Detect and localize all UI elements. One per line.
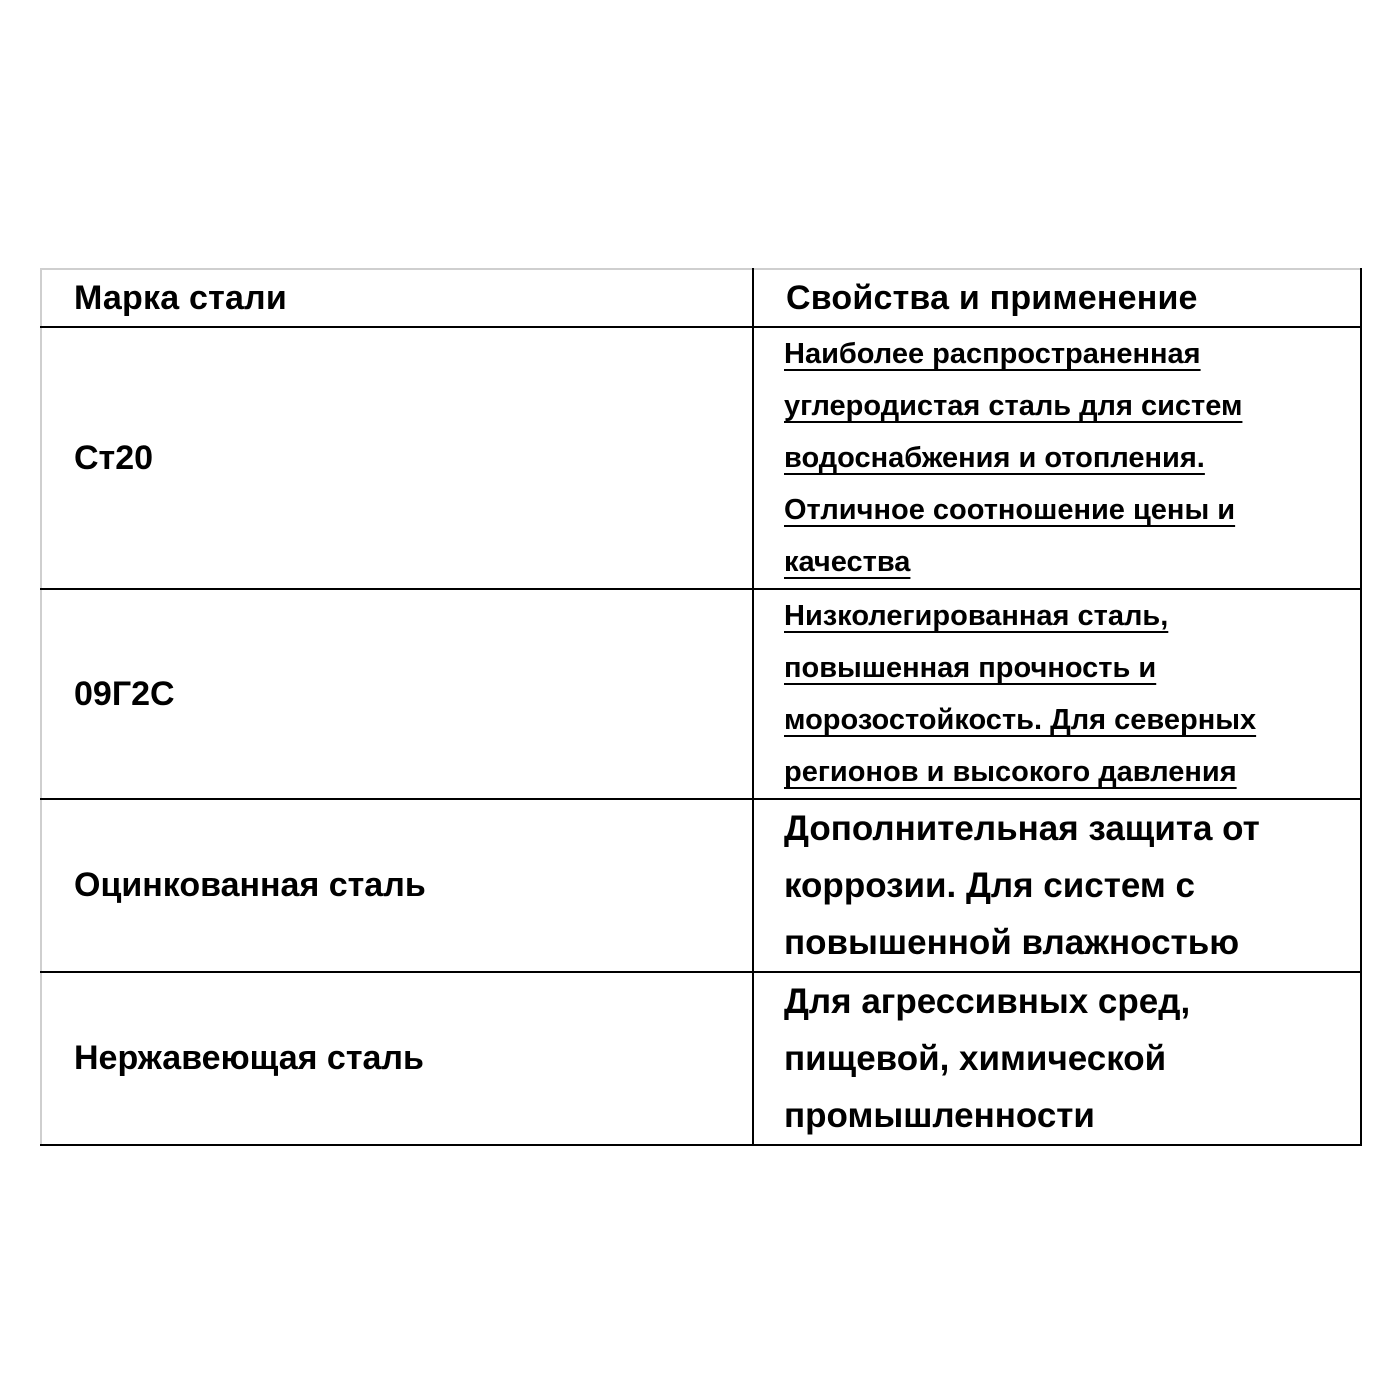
properties-cell [753, 972, 1361, 1145]
grade-cell: Ст20 [41, 327, 753, 589]
properties-line: пищевой, химической [784, 1039, 1167, 1078]
table-row [41, 799, 1361, 972]
properties-line: коррозии. Для систем с [784, 866, 1195, 905]
header-properties: Свойства и применение [753, 269, 1361, 327]
properties-line: Отличное соотношение цены и [784, 494, 1236, 526]
properties-line: Для агрессивных сред, [784, 982, 1191, 1021]
properties-line: повышенной влажностью [784, 923, 1240, 962]
grade-cell: Нержавеющая сталь [41, 972, 753, 1145]
properties-line: углеродистая сталь для систем [784, 390, 1243, 422]
properties-line: водоснабжения и отопления. [784, 442, 1205, 474]
properties-line: Дополнительная защита от [784, 809, 1260, 848]
grade-cell: Оцинкованная сталь [41, 799, 753, 972]
properties-cell [753, 799, 1361, 972]
header-grade: Марка стали [41, 269, 753, 327]
properties-line: регионов и высокого давления [784, 756, 1237, 788]
table-row [41, 972, 1361, 1145]
table-row [41, 327, 1361, 589]
table-header-row [41, 269, 1361, 327]
steel-grades-table [40, 268, 1362, 1146]
grade-cell: 09Г2С [41, 589, 753, 799]
properties-line: повышенная прочность и [784, 652, 1157, 684]
table-row [41, 589, 1361, 799]
properties-cell [753, 589, 1361, 799]
properties-line: морозостойкость. Для северных [784, 704, 1257, 736]
properties-cell [753, 327, 1361, 589]
properties-line: Наиболее распространенная [784, 338, 1201, 370]
properties-line: промышленности [784, 1096, 1095, 1135]
properties-line: качества [784, 546, 911, 578]
properties-line: Низколегированная сталь, [784, 600, 1169, 632]
